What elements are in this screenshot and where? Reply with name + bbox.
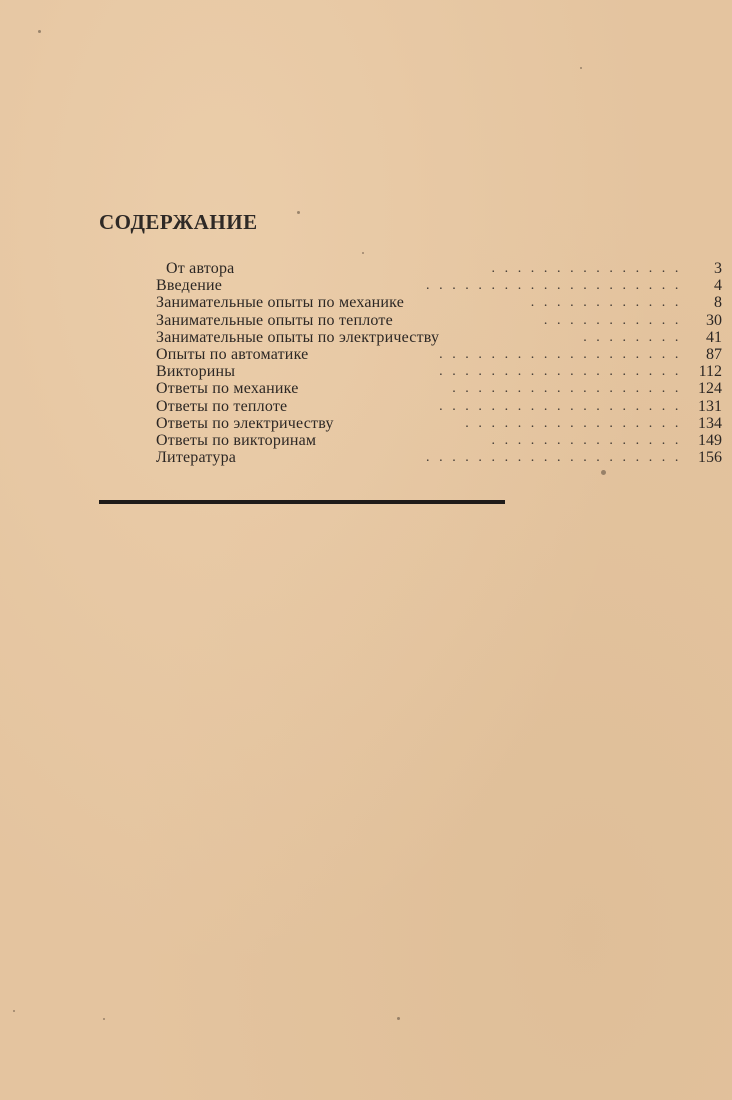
toc-entry: [156, 294, 722, 311]
dot-leader: ...........: [543, 312, 688, 328]
toc-entry-page-number: 134: [698, 414, 722, 432]
toc-entry: [156, 329, 722, 346]
toc-entry: [156, 449, 722, 466]
toc-entry-title: Введение: [156, 277, 223, 295]
dot-leader: ...............: [491, 432, 688, 448]
toc-entry-page-number: 156: [698, 449, 722, 467]
dot-leader: ...................: [439, 398, 688, 414]
toc-entry: [156, 346, 722, 363]
paper-speck: [601, 470, 606, 475]
paper-speck: [103, 1018, 105, 1020]
toc-entry: [156, 432, 722, 449]
toc-entry-title: Занимательные опыты по электричеству: [156, 328, 440, 346]
toc-entry-title: Опыты по автоматике: [156, 345, 309, 363]
toc-entry-title: Ответы по теплоте: [156, 397, 288, 415]
toc-entry-title: Литература: [156, 449, 237, 467]
toc-entry: [156, 312, 722, 329]
dot-leader: ...............: [491, 261, 688, 276]
paper-speck: [297, 211, 300, 214]
dot-leader: ...................: [439, 364, 688, 380]
divider-rule: [99, 500, 505, 504]
toc-entry: [156, 380, 722, 397]
toc-entry: [156, 398, 722, 415]
paper-speck: [580, 67, 582, 69]
toc-entry-title: Ответы по механике: [156, 380, 299, 398]
toc-entry: [156, 260, 722, 277]
dot-leader: ...................: [439, 346, 688, 362]
dot-leader: ........: [583, 329, 688, 345]
paper-speck: [13, 1010, 15, 1012]
toc-entry-page-number: 149: [698, 431, 722, 449]
toc-entry-title: От автора: [166, 260, 235, 277]
paper-speck: [38, 30, 41, 33]
toc-entry-page-number: 87: [706, 345, 722, 363]
toc-entry-page-number: 124: [698, 380, 722, 398]
toc-entry: [156, 415, 722, 432]
toc-entry: [156, 363, 722, 380]
toc-entry-title: Ответы по электричеству: [156, 414, 334, 432]
toc-entry-page-number: 131: [698, 397, 722, 415]
paper-speck: [397, 1017, 400, 1020]
toc-entry-title: Занимательные опыты по теплоте: [156, 311, 393, 329]
toc-entry-title: Викторины: [156, 363, 236, 381]
toc-entry-title: Занимательные опыты по механике: [156, 294, 405, 312]
toc-entry-page-number: 4: [714, 277, 722, 295]
dot-leader: ....................: [426, 278, 688, 294]
toc-entry: [156, 277, 722, 294]
toc-entry-page-number: 8: [714, 294, 722, 312]
dot-leader: ..................: [452, 381, 688, 397]
paper-speck: [362, 252, 364, 254]
dot-leader: ............: [530, 295, 688, 311]
toc-entry-page-number: 112: [698, 363, 722, 381]
toc-entry-page-number: 30: [706, 311, 722, 329]
toc-entry-page-number: 3: [714, 260, 722, 277]
contents-heading: СОДЕРЖАНИЕ: [99, 210, 258, 234]
toc-entry-title: Ответы по викторинам: [156, 431, 317, 449]
table-of-contents: [156, 260, 722, 466]
dot-leader: .................: [465, 415, 688, 431]
dot-leader: ....................: [426, 450, 688, 466]
toc-entry-page-number: 41: [706, 328, 722, 346]
